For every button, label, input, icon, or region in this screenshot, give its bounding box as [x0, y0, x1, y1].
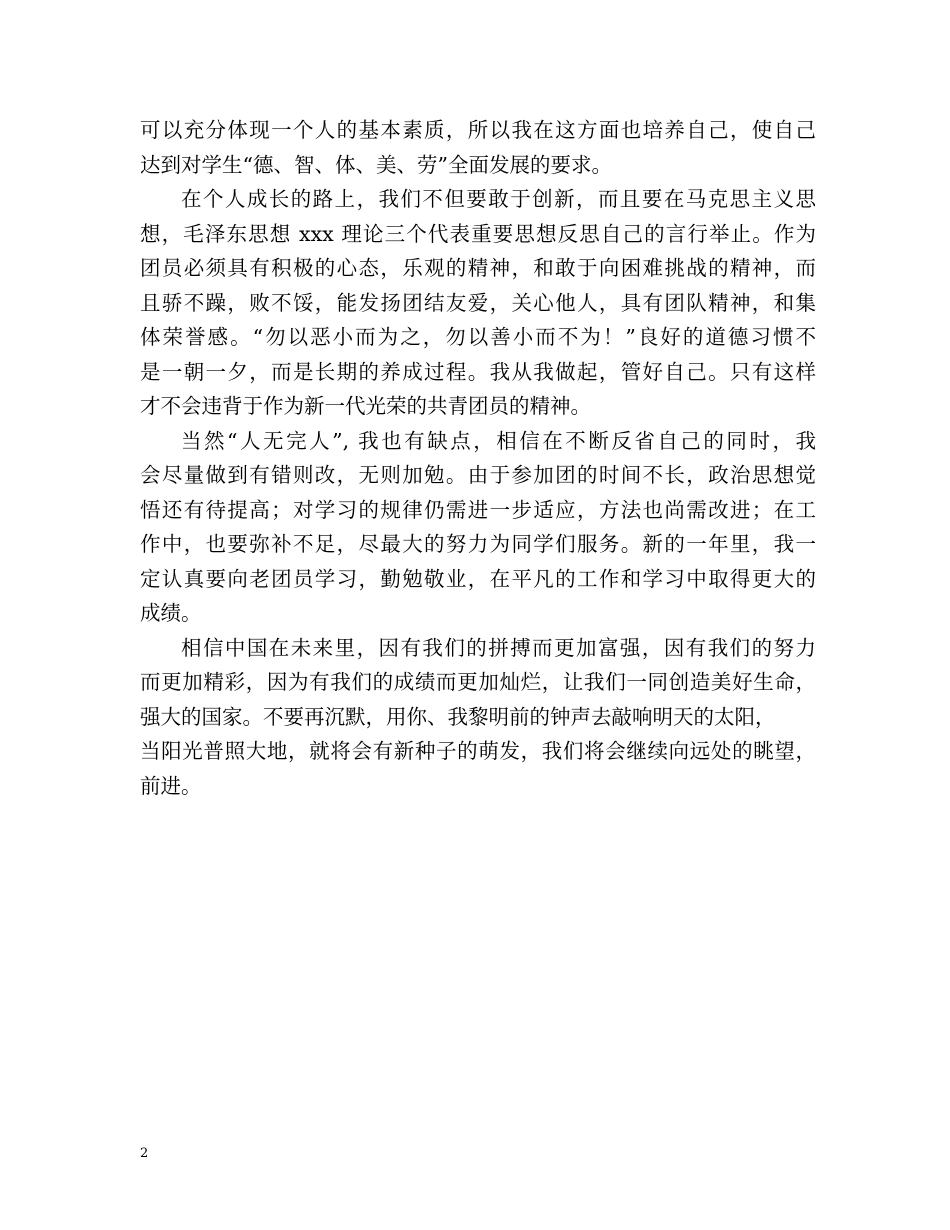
text-line: 悟还有待提高；对学习的规律仍需进一步适应，方法也尚需改进；在工 [140, 497, 816, 522]
text-line: 会尽量做到有错则改，无则加勉。由于参加团的时间不长，政治思想觉 [140, 463, 816, 487]
text-line: 团员必须具有积极的心态，乐观的精神，和敢于向困难挑战的精神，而 [140, 256, 816, 280]
text-line: 相信中国在未来里，因有我们的拼搏而更加富强，因有我们的努力 [181, 635, 816, 660]
text-line: 想，毛泽东思想 xxx 理论三个代表重要思想反思自己的言行举止。作为 [140, 221, 816, 246]
text-line: 可以充分体现一个人的基本素质，所以我在这方面也培养自己，使自己 [140, 118, 816, 142]
page-number: 2 [140, 1146, 149, 1161]
text-line: 前进。 [140, 773, 202, 798]
text-line: 体荣誉感。“勿以恶小而为之，勿以善小而不为！”良好的道德习惯不 [140, 325, 816, 349]
text-line: 在个人成长的路上，我们不但要敢于创新，而且要在马克思主义思 [181, 187, 816, 211]
text-line: 当然“人无完人”, 我也有缺点，相信在不断反省自己的同时，我 [181, 428, 816, 453]
text-line: 当阳光普照大地，就将会有新种子的萌发，我们将会继续向远处的眺望， [140, 739, 816, 763]
text-line: 作中，也要弥补不足，尽最大的努力为同学们服务。新的一年里，我一 [140, 532, 816, 556]
body-text [140, 113, 816, 803]
text-line: 是一朝一夕，而是长期的养成过程。我从我做起，管好自己。只有这样 [140, 359, 816, 384]
text-line: 才不会违背于作为新一代光荣的共青团员的精神。 [140, 394, 591, 418]
text-line: 且骄不躁，败不馁，能发扬团结友爱，关心他人，具有团队精神，和集 [140, 290, 816, 315]
text-line: 达到对学生“德、智、体、美、劳”全面发展的要求。 [140, 152, 612, 177]
text-line: 而更加精彩，因为有我们的成绩而更加灿烂，让我们一同创造美好生命， [140, 670, 816, 694]
text-line: 强大的国家。不要再沉默，用你、我黎明前的钟声去敲响明天的太阳， [140, 704, 776, 729]
text-line: 成绩。 [140, 601, 202, 625]
text-line: 定认真要向老团员学习，勤勉敬业，在平凡的工作和学习中取得更大的 [140, 566, 816, 591]
